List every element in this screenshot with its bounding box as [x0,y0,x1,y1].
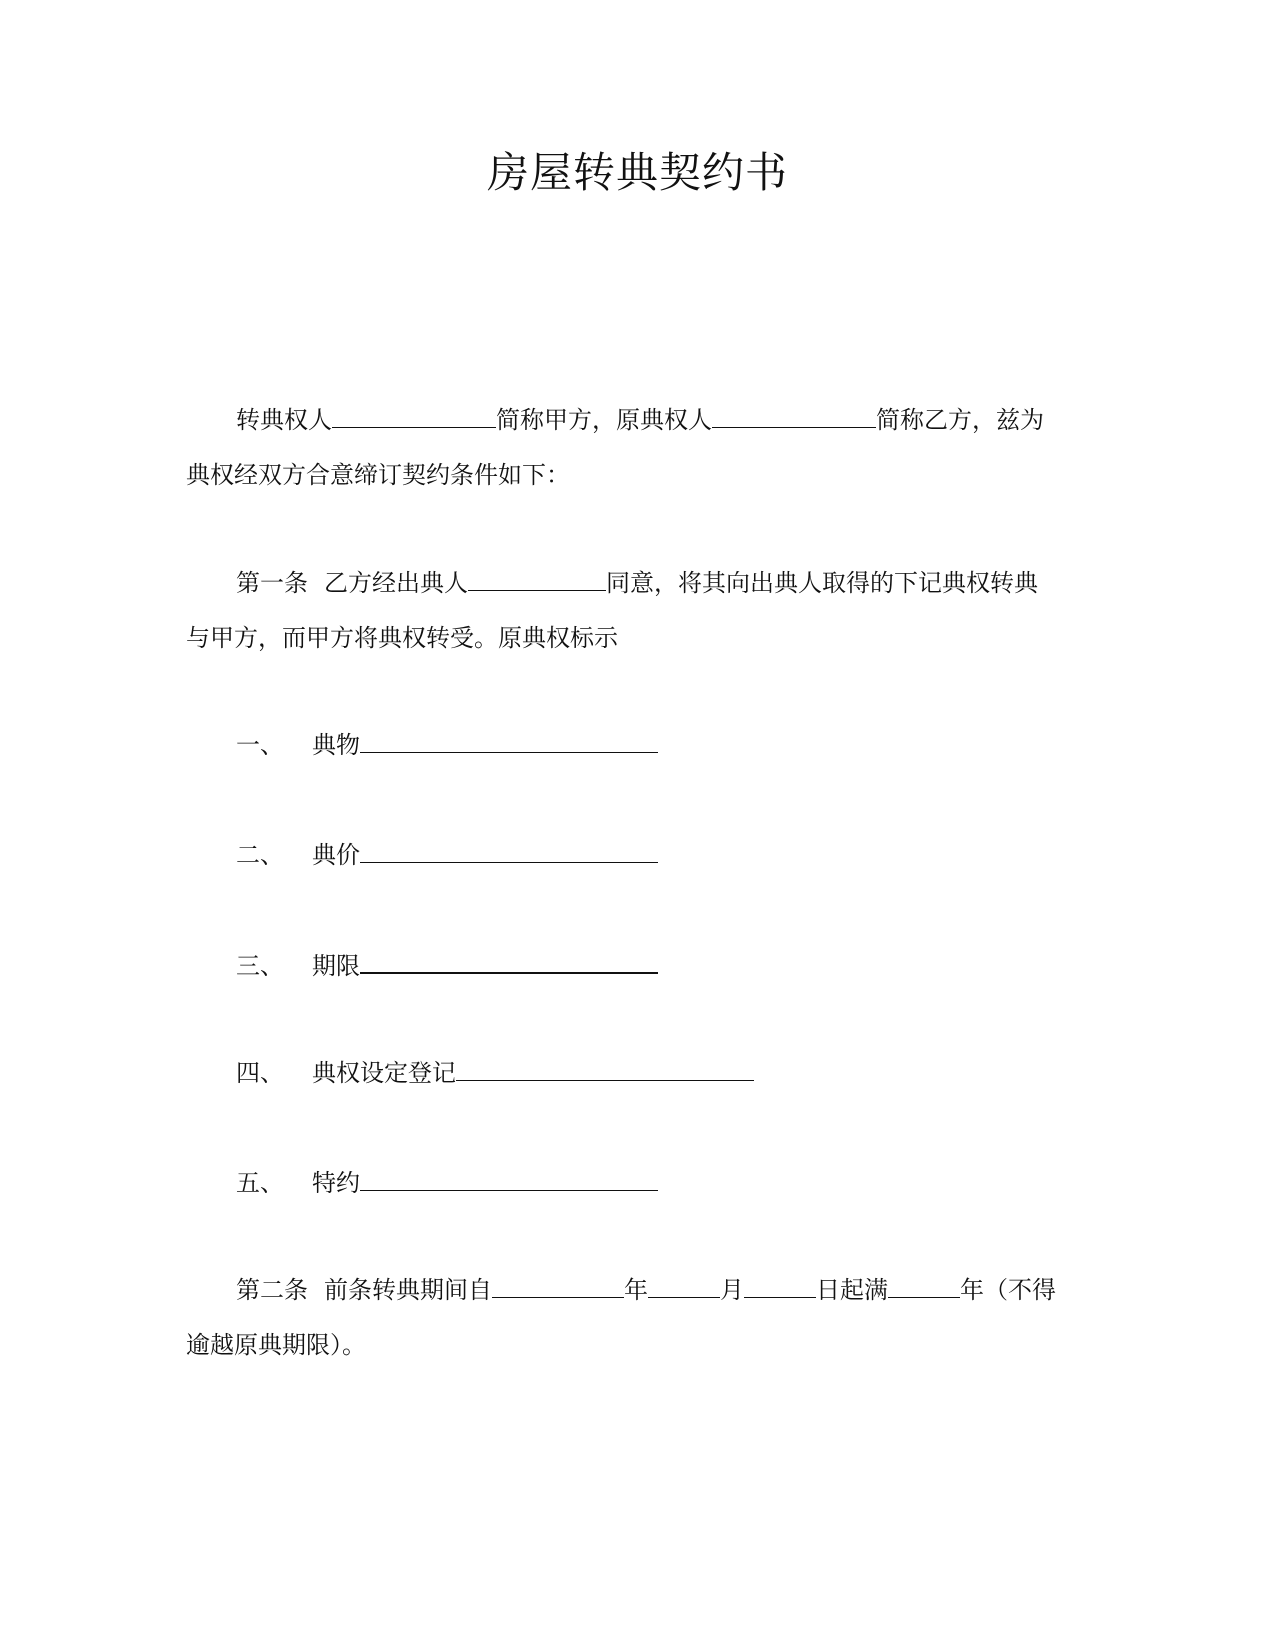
item-5-label: 特约 [312,1169,360,1197]
article1-label: 第一条 [236,569,308,597]
article2-day: 日起满 [816,1276,888,1304]
item-1-label: 典物 [312,731,360,759]
item-3-blank [360,950,658,974]
article2-month: 月 [720,1276,744,1304]
party-a-blank [332,405,496,428]
article2-label: 第二条 [236,1276,308,1304]
article2-year2: 年（不得 [960,1276,1056,1304]
intro-party-b-label: 简称甲方，原典权人 [496,406,712,434]
article2-line-1 [236,1275,1056,1305]
intro-party-a-label: 转典权人 [236,406,332,434]
article1-text-b: 同意，将其向出典人取得的下记典权转典 [606,569,1038,597]
intro-tail: 简称乙方，兹为 [876,406,1044,434]
item-3-num: 三、 [236,952,284,980]
item-5-blank [360,1168,658,1191]
duration-years-blank [888,1275,960,1298]
item-1-blank [360,730,658,753]
item-2 [236,840,658,870]
article2-line-2: 逾越原典期限）。 [186,1331,366,1359]
item-1-num: 一、 [236,731,284,759]
pledgor-blank [468,568,606,591]
item-4-blank [456,1058,754,1081]
article2-text-a: 前条转典期间自 [324,1276,492,1304]
item-4 [236,1058,754,1088]
item-4-label: 典权设定登记 [312,1059,456,1087]
item-2-label: 典价 [312,841,360,869]
article1-line-2: 与甲方，而甲方将典权转受。原典权标示 [186,624,618,652]
start-year-blank [492,1275,624,1298]
article1-text-a: 乙方经出典人 [324,569,468,597]
item-3-label: 期限 [312,952,360,980]
start-day-blank [744,1275,816,1298]
intro-line-1 [236,405,1044,435]
item-4-num: 四、 [236,1059,284,1087]
party-b-blank [712,405,876,428]
item-1 [236,730,658,760]
item-5-num: 五、 [236,1169,284,1197]
item-5 [236,1168,658,1198]
article1-line-1 [236,568,1038,598]
item-3 [236,950,658,981]
intro-line-2: 典权经双方合意缔订契约条件如下： [186,461,570,489]
item-2-blank [360,840,658,863]
start-month-blank [648,1275,720,1298]
article2-year: 年 [624,1276,648,1304]
document-title: 房屋转典契约书 [486,148,788,197]
item-2-num: 二、 [236,841,284,869]
